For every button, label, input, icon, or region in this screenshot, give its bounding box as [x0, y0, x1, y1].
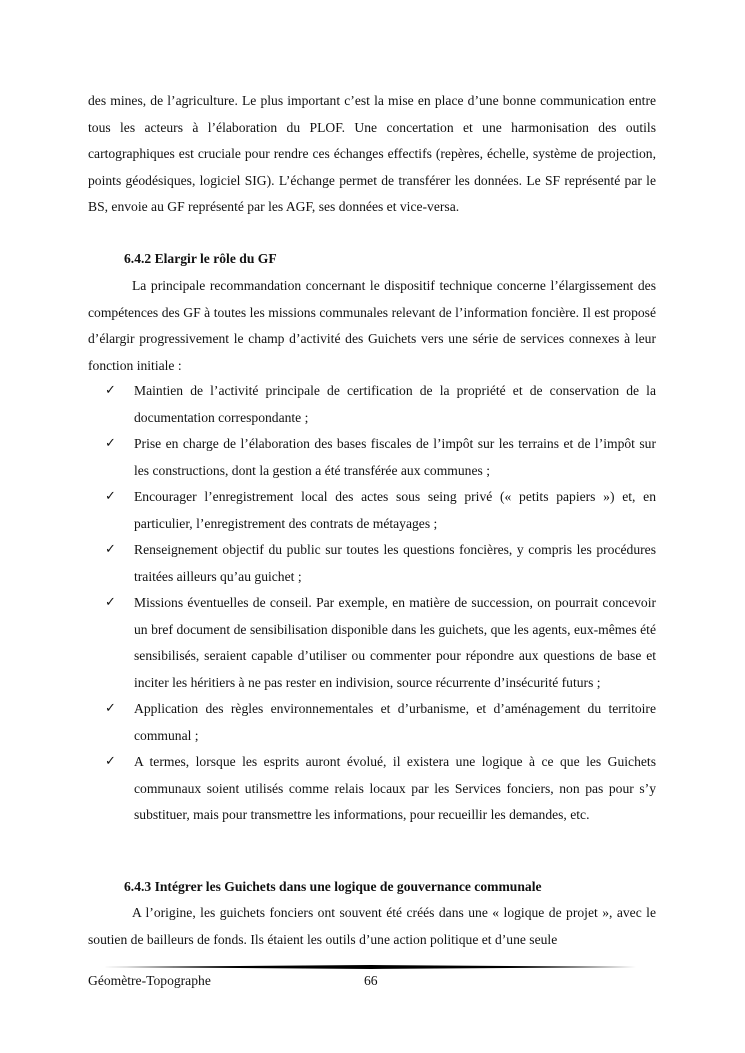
list-item [105, 378, 656, 431]
list-item-text: Application des règles environnementales et d’urbanisme, et d’aménagement du territoire communal ; [134, 701, 656, 743]
services-list [105, 378, 656, 829]
footer-author: Géomètre-Topographe [88, 973, 211, 988]
section-heading-6-4-2: 6.4.2 Elargir le rôle du GF [124, 251, 277, 266]
page-number: 66 [364, 973, 378, 988]
checkmark-icon: ✓ [105, 436, 116, 451]
list-item-text: Maintien de l’activité principale de certification de la propriété et de conservation de la documentation correspondante ; [134, 383, 656, 425]
footer-divider [103, 965, 640, 969]
checkmark-icon: ✓ [105, 542, 116, 557]
checkmark-icon: ✓ [105, 383, 116, 398]
checkmark-icon: ✓ [105, 701, 116, 716]
list-item-text: Prise en charge de l’élaboration des bases fiscales de l’impôt sur les terrains et de l’impôt sur les constructions, dont la gestion a été transférée aux communes ; [134, 436, 656, 478]
checkmark-icon: ✓ [105, 489, 116, 504]
list-item-text: Renseignement objectif du public sur toutes les questions foncières, y compris les procédures traitées ailleurs qu’au guichet ; [134, 542, 656, 584]
list-item [105, 590, 656, 696]
list-item [105, 749, 656, 829]
paragraph-recommendation: La principale recommandation concernant le dispositif technique concerne l’élargissement des compétences des GF à toutes les missions communales relevant de l’information foncière. Il est proposé d’élargir progressivement le champ d’activité des Guichets vers une série de services connexes à leur fonction initiale : [88, 278, 656, 373]
checkmark-icon: ✓ [105, 754, 116, 769]
list-item [105, 484, 656, 537]
list-item-text: Encourager l’enregistrement local des actes sous seing privé (« petits papiers ») et, en particulier, l’enregistrement des contrats de métayages ; [134, 489, 656, 531]
list-item-text: A termes, lorsque les esprits auront évolué, il existera une logique à ce que les Guichets communaux soient utilisés comme relais locaux par les Services fonciers, non pas pour s’y substituer, mais pour transmettre les informations, pour recueillir les demandes, etc. [134, 754, 656, 822]
section-heading-6-4-3: 6.4.3 Intégrer les Guichets dans une logique de gouvernance communale [124, 879, 542, 894]
footer-divider-shape [103, 965, 640, 969]
paragraph-intro: des mines, de l’agriculture. Le plus important c’est la mise en place d’une bonne communication entre tous les acteurs à l’élaboration du PLOF. Une concertation et une harmonisation des outils cartographiques est cruciale pour rendre ces échanges effectifs (repères, échelle, système de projection, points géodésiques, logiciel SIG). L’échange permet de transférer les données. Le SF représenté par le BS, envoie au GF représenté par les AGF, ses données et vice-versa. [88, 93, 656, 214]
checkmark-icon: ✓ [105, 595, 116, 610]
paragraph-origin: A l’origine, les guichets fonciers ont souvent été créés dans une « logique de projet », avec le soutien de bailleurs de fonds. Ils étaient les outils d’une action politique et d’une seule [88, 905, 656, 947]
list-item-text: Missions éventuelles de conseil. Par exemple, en matière de succession, on pourrait concevoir un bref document de sensibilisation disponible dans les guichets, que les agents, eux-mêmes été sensibilisés, seraient capable d’utiliser ou commenter pour répondre aux questions de base et inciter les héritiers à ne pas rester en indivision, source récurrente d’insécurité futurs ; [134, 595, 656, 690]
list-item [105, 696, 656, 749]
list-item [105, 537, 656, 590]
list-item [105, 431, 656, 484]
